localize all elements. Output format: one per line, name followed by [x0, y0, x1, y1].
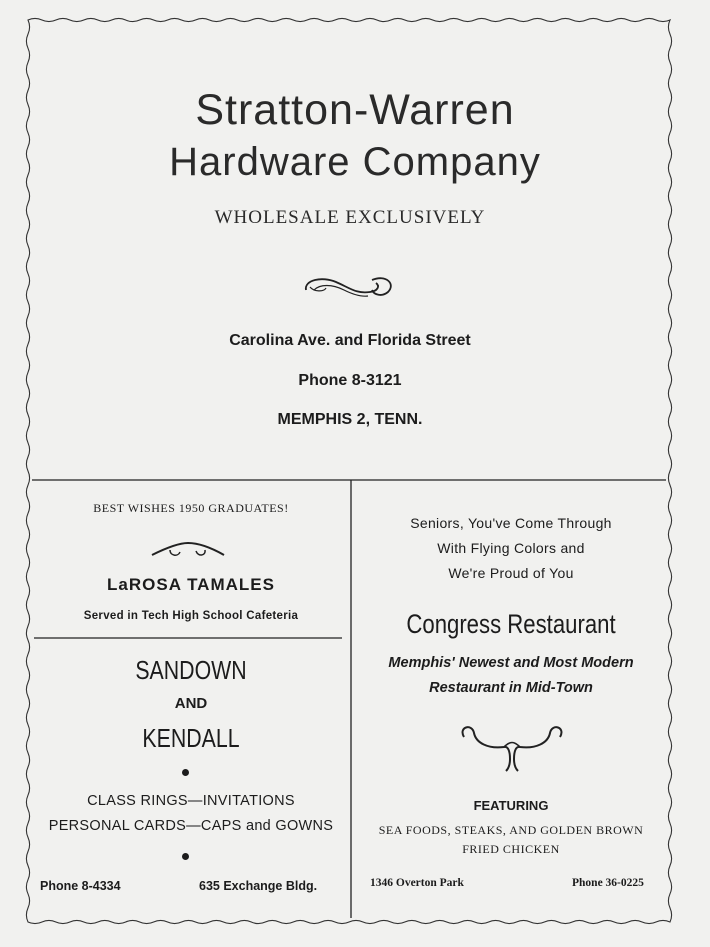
- stratton-warren-city: MEMPHIS 2, TENN.: [277, 411, 423, 428]
- congress-featuring: FEATURING: [473, 798, 549, 813]
- congress-phone: Phone 36-0225: [572, 877, 644, 889]
- larosa-name: LaROSA TAMALES: [107, 575, 275, 594]
- congress-intro-line2: With Flying Colors and: [437, 540, 585, 556]
- congress-tagline1: Memphis' Newest and Most Modern: [388, 655, 634, 671]
- sandown-name: SANDOWN: [135, 655, 247, 685]
- stratton-warren-title-line1: Stratton-Warren: [195, 86, 515, 134]
- stratton-warren-subtitle: WHOLESALE EXCLUSIVELY: [214, 207, 486, 228]
- congress-menu-line2: FRIED CHICKEN: [462, 842, 560, 856]
- congress-intro-line3: We're Proud of You: [448, 565, 574, 581]
- sandown-kendall-line1: CLASS RINGS—INVITATIONS: [87, 793, 295, 809]
- larosa-greeting: BEST WISHES 1950 GRADUATES!: [93, 501, 289, 515]
- swirl-ornament-icon: [300, 270, 400, 302]
- bullet-dot-icon: [182, 769, 189, 776]
- sandown-kendall-phone: Phone 8-4334: [40, 879, 121, 893]
- kendall-name: KENDALL: [142, 723, 240, 753]
- stratton-warren-phone: Phone 8-3121: [298, 372, 402, 389]
- congress-name: Congress Restaurant: [406, 609, 616, 639]
- congress-intro-line1: Seniors, You've Come Through: [410, 515, 612, 531]
- congress-tagline2: Restaurant in Mid-Town: [429, 680, 593, 696]
- congress-menu-line1: SEA FOODS, STEAKS, AND GOLDEN BROWN: [378, 823, 644, 837]
- curl-ornament-icon: [150, 538, 226, 560]
- sandown-kendall-line2: PERSONAL CARDS—CAPS and GOWNS: [48, 818, 334, 834]
- sandown-kendall-and: AND: [174, 695, 208, 712]
- stratton-warren-title-line2: Hardware Company: [169, 140, 541, 184]
- sandown-kendall-address: 635 Exchange Bldg.: [199, 879, 318, 893]
- stratton-warren-address: Carolina Ave. and Florida Street: [229, 332, 471, 349]
- congress-address: 1346 Overton Park: [370, 877, 464, 889]
- bullet-dot-icon: [182, 853, 189, 860]
- larosa-served: Served in Tech High School Cafeteria: [83, 610, 299, 622]
- scroll-ornament-icon: [458, 725, 566, 773]
